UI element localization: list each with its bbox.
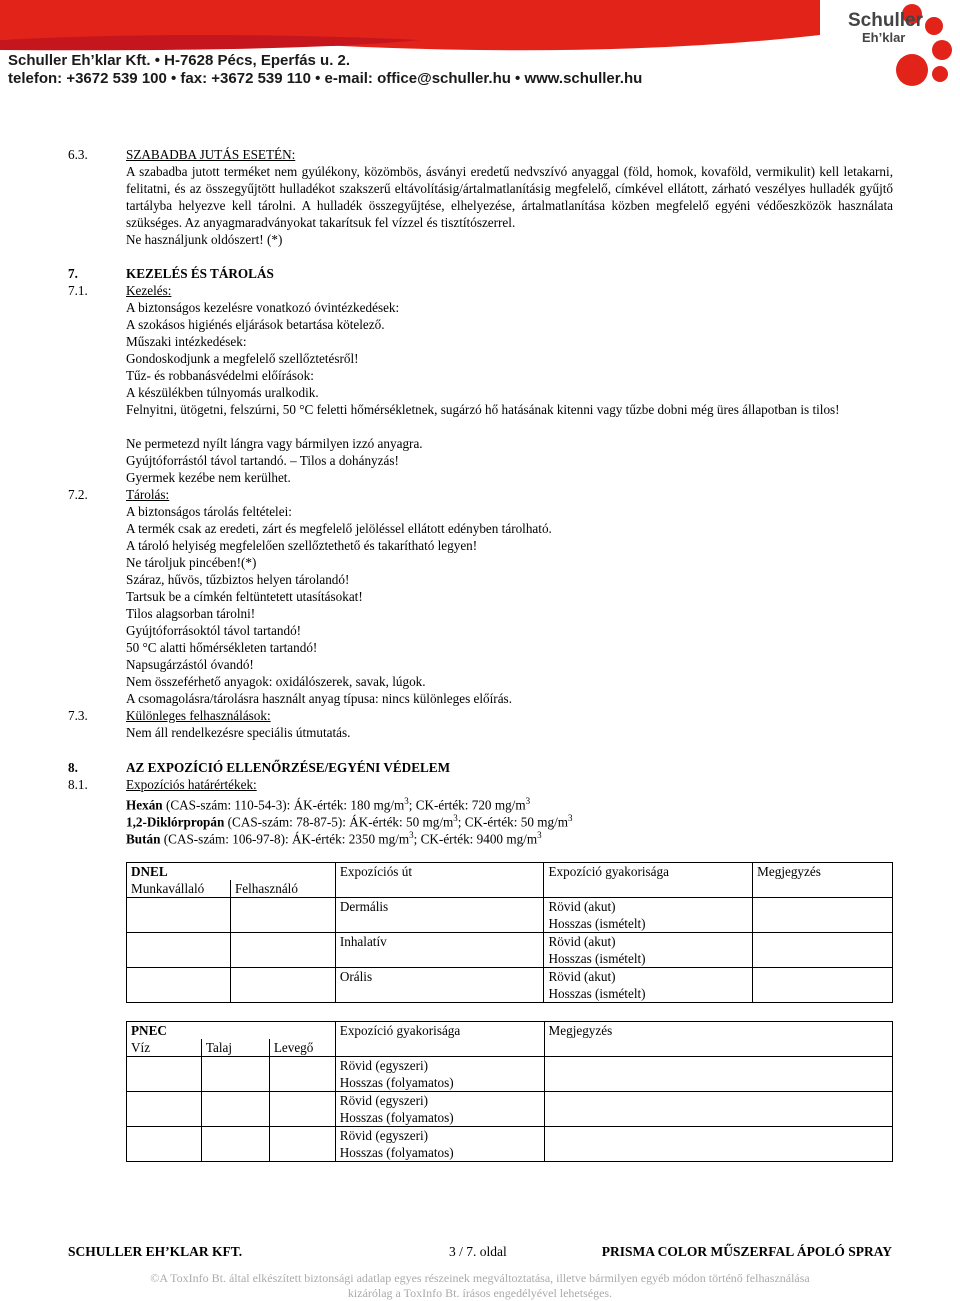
footer-company: SCHULLER EH’KLAR KFT. (68, 1244, 243, 1259)
section-8-1-title: Expozíciós határértékek: (126, 777, 257, 792)
section-6-3-number: 6.3. (68, 147, 88, 162)
logo-subtitle: Eh’klar (862, 30, 906, 45)
section-8-title: AZ EXPOZÍCIÓ ELLENŐRZÉSE/EGYÉNI VÉDELEM (126, 760, 451, 775)
copyright-line-1: ©A ToxInfo Bt. által elkészített biztonsági adatlap egyes részeinek megváltoztatása, illetve bármilyen egyéb módon történő felhasználása (150, 1271, 810, 1285)
section-7-1-title: Kezelés: (126, 283, 172, 298)
limit-row: 1,2-Diklórpropán (CAS-szám: 78-87-5): ÁK-érték: 50 $mg/m^3$; CK-érték: 50 $mg/m^3$ (126, 813, 573, 830)
text-line: A biztonságos kezelésre vonatkozó óvintézkedések: (126, 300, 400, 315)
section-7-2-number: 7.2. (68, 487, 88, 502)
section-7-1-number: 7.1. (68, 283, 88, 298)
section-6-3-note: Ne használjunk oldószert! (*) (126, 232, 283, 247)
letterhead (0, 0, 960, 105)
text-line: A biztonságos tárolás feltételei: (126, 504, 292, 519)
dnel-header-worker: Munkavállaló (127, 880, 231, 898)
table-row: Dermális Rövid (akut) Hosszas (ismételt) (127, 898, 893, 933)
text-line: Gyermek kezébe nem kerülhet. (126, 470, 291, 485)
section-8-number: 8. (68, 760, 78, 775)
table-row: Rövid (egyszeri) Hosszas (folyamatos) (127, 1127, 893, 1162)
copyright-line-2: kizárólag a ToxInfo Bt. írásos engedélyével lehetséges. (347, 1286, 613, 1300)
section-7-number: 7. (68, 266, 78, 281)
dnel-header-route: Expozíciós út (335, 863, 544, 898)
text-line: Nem összeférhető anyagok: oxidálószerek, savak, lúgok. (126, 674, 426, 689)
text-line: Nem áll rendelkezésre speciális útmutatás. (126, 725, 351, 740)
table-row: Rövid (egyszeri) Hosszas (folyamatos) (127, 1092, 893, 1127)
text-line: A termék csak az eredeti, zárt és megfelelő jelöléssel ellátott edényben tárolható. (126, 521, 552, 536)
limit-row: Hexán (CAS-szám: 110-54-3): ÁK-érték: 180 $mg/m^3$; CK-érték: 720 $mg/m^3$ (126, 796, 531, 813)
text-line: Napsugárzástól óvandó! (126, 657, 254, 672)
section-8-1-number: 8.1. (68, 777, 88, 792)
logo-circles-icon (0, 0, 960, 105)
section-7-2-title: Tárolás: (126, 487, 170, 502)
letterhead-address: Schuller Eh’klar Kft. • H-7628 Pécs, Eperfás u. 2. (8, 52, 351, 69)
pnec-table (126, 1021, 893, 1162)
pnec-header-frequency: Expozíció gyakorisága (335, 1022, 544, 1057)
text-line: A csomagolásra/tárolásra használt anyag típusa: nincs különleges előírás. (126, 691, 512, 706)
logo-name: Schuller (848, 10, 923, 31)
text-line: A készülékben túlnyomás uralkodik. (126, 385, 319, 400)
text-line: Gyújtóforrástól távol tartandó. – Tilos a dohányzás! (126, 453, 399, 468)
pnec-header-water: Víz (127, 1039, 202, 1057)
letterhead-contact: telefon: +3672 539 100 • fax: +3672 539 110 • e-mail: office@schuller.hu • www.schuller.hu (8, 70, 643, 87)
footer-product: PRISMA COLOR MŰSZERFAL ÁPOLÓ SPRAY (601, 1244, 892, 1259)
text-line: Gondoskodjunk a megfelelő szellőztetésről! (126, 351, 359, 366)
text-line: A szokásos higiénés eljárások betartása kötelező. (126, 317, 385, 332)
text-line: Száraz, hűvös, tűzbiztos helyen tárolandó! (126, 572, 350, 587)
pnec-header-soil: Talaj (201, 1039, 269, 1057)
dnel-header-frequency: Expozíció gyakorisága (544, 863, 753, 898)
section-7-title: KEZELÉS ÉS TÁROLÁS (126, 266, 274, 281)
text-line: Ne tároljuk pincében!(*) (126, 555, 257, 570)
pnec-header-note: Megjegyzés (544, 1022, 892, 1057)
text-line: Tartsuk be a címkén feltüntetett utasításokat! (126, 589, 363, 604)
section-7-3-title: Különleges felhasználások: (126, 708, 271, 723)
text-line: Műszaki intézkedések: (126, 334, 247, 349)
section-7-3-number: 7.3. (68, 708, 88, 723)
text-line: Tilos alagsorban tárolni! (126, 606, 256, 621)
text-line: Tűz- és robbanásvédelmi előírások: (126, 368, 314, 383)
dnel-table (126, 862, 893, 1003)
text-paragraph: Felnyitni, ütögetni, felszúrni, 50 °C feletti hőmérsékletnek, sugárzó hő hatásának kitenni vagy tűzbe dobni még üres állapotban is tilos! (126, 402, 840, 417)
limit-row: Bután (CAS-szám: 106-97-8): ÁK-érték: 2350 $mg/m^3$; CK-érték: 9400 $mg/m^3$ (126, 830, 542, 847)
table-row: Inhalatív Rövid (akut) Hosszas (ismételt) (127, 933, 893, 968)
pnec-title: PNEC (127, 1022, 336, 1040)
section-6-3-title: SZABADBA JUTÁS ESETÉN: (126, 147, 296, 162)
text-line: Gyújtóforrásoktól távol tartandó! (126, 623, 302, 638)
dnel-header-note: Megjegyzés (753, 863, 893, 898)
table-row: Orális Rövid (akut) Hosszas (ismételt) (127, 968, 893, 1003)
section-6-3-paragraph: A szabadba jutott terméket nem gyúlékony, közömbös, ásványi eredetű nedvszívó anyaggal (föld, homok, kovaföld, vermikulit) kell letakarni, felitatni, és az összegyűjtött hulladékot szakszerű eltávolításig/ártalmatlanításig megfelelő, címkével ellátott, zárható veszélyes hulladék gyűjtő tartályba helyezve kell tárolni. A hulladék összegyűjtése, elhelyezése, ártalmatlanítása közben megfelelő egyéni védőeszközök használata szükséges. Az anyagmaradványokat takarítsuk fel vízzel és tisztítószerrel. (126, 164, 893, 230)
dnel-header-user: Felhasználó (230, 880, 335, 898)
text-line: A tároló helyiség megfelelően szellőztethető és takarítható legyen! (126, 538, 478, 553)
text-line: 50 °C alatti hőmérsékleten tartandó! (126, 640, 318, 655)
pnec-header-air: Levegő (269, 1039, 335, 1057)
table-row: Rövid (egyszeri) Hosszas (folyamatos) (127, 1057, 893, 1092)
dnel-title: DNEL (127, 863, 336, 881)
text-line: Ne permetezd nyílt lángra vagy bármilyen izzó anyagra. (126, 436, 423, 451)
footer-page-number: 3 / 7. oldal (449, 1244, 507, 1259)
